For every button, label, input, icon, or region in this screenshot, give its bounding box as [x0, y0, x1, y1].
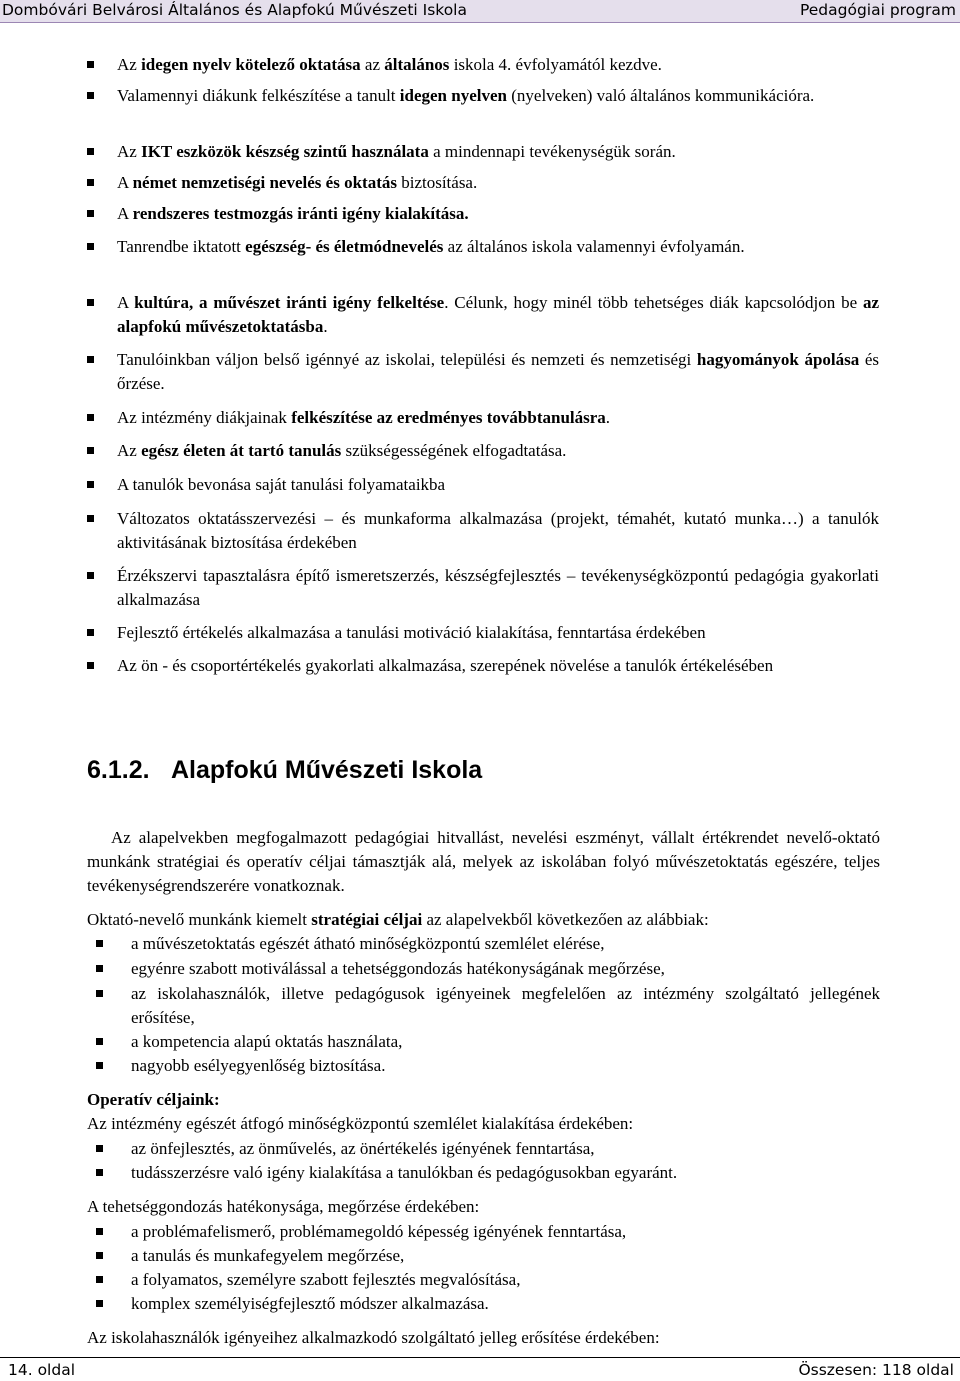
- list-item: komplex személyiségfejlesztő módszer alkalmazása.: [131, 1292, 880, 1316]
- list-item: Az intézmény diákjainak felkészítése az eredményes továbbtanulásra.: [117, 406, 879, 430]
- bullet-icon: [86, 171, 95, 195]
- bullet-icon: [95, 1268, 104, 1292]
- bullet-icon: [95, 1030, 104, 1054]
- list-item: a művészetoktatás egészét átható minőségközpontú szemlélet elérése,: [131, 932, 880, 956]
- bullet-icon: [86, 654, 95, 678]
- list-item: Az ön - és csoportértékelés gyakorlati alkalmazása, szerepének növelése a tanulók értékelésében: [117, 654, 879, 678]
- bullet-icon: [86, 53, 95, 77]
- list-item: A tanulók bevonása saját tanulási folyamataikba: [117, 473, 879, 497]
- bullet-icon: [86, 621, 95, 645]
- page-footer: [0, 1357, 960, 1381]
- bullet-icon: [86, 406, 95, 430]
- bullet-icon: [95, 982, 104, 1006]
- list-item: Valamennyi diákunk felkészítése a tanult idegen nyelven (nyelveken) való általános kommunikációra.: [117, 84, 879, 108]
- intro-paragraph: Az alapelvekben megfogalmazott pedagógiai hitvallást, nevelési eszményt, vállalt értékrendet nevelő-oktató munkánk stratégiai és operatív céljai támasztják alá, melyek az iskolában folyó művészetoktatás egészére, teljes tevékenységrendszerére vonatkoznak.: [87, 828, 880, 895]
- section-title: Alapfokú Művészeti Iskola: [171, 756, 483, 784]
- page-total: Összesen: 118 oldal: [798, 1361, 954, 1379]
- list-item: A kultúra, a művészet iránti igény felkeltése. Célunk, hogy minél több tehetséges diák kapcsolódjon be az alapfokú művészetoktatásba.: [117, 291, 879, 339]
- bullet-icon: [95, 1244, 104, 1268]
- page-number: 14. oldal: [8, 1361, 76, 1379]
- bullet-icon: [95, 1292, 104, 1316]
- list-item: Változatos oktatásszervezési – és munkaforma alkalmazása (projekt, témahét, kutató munka…) a tanulók aktivitásának biztosítása érdekében: [117, 507, 879, 555]
- list-item: nagyobb esélyegyenlőség biztosítása.: [131, 1054, 880, 1078]
- list-item: Tanrendbe iktatott egészség- és életmódnevelés az általános iskola valamennyi évfolyamán.: [117, 235, 879, 259]
- bullet-icon: [95, 1137, 104, 1161]
- bullet-icon: [86, 348, 95, 372]
- section-number: 6.1.2.: [87, 756, 150, 784]
- list-item: Az egész életen át tartó tanulás szükségességének elfogadtatása.: [117, 439, 879, 463]
- bullet-icon: [95, 1220, 104, 1244]
- bullet-icon: [95, 1054, 104, 1078]
- strategic-lead: Oktató-nevelő munkánk kiemelt stratégiai céljai az alapelvekből következően az alábbiak:: [87, 910, 709, 929]
- bullet-icon: [86, 564, 95, 588]
- list-item: az önfejlesztés, az önművelés, az önértékelés igényének fenntartása,: [131, 1137, 880, 1161]
- list-item: egyénre szabott motiválással a tehetséggondozás hatékonyságának megőrzése,: [131, 957, 880, 981]
- closing-line: Az iskolahasználók igényeihez alkalmazkodó szolgáltató jelleg erősítése érdekében:: [87, 1328, 660, 1347]
- header-school-name: Dombóvári Belvárosi Általános és Alapfokú Művészeti Iskola: [2, 1, 467, 19]
- operative-title: Operatív céljaink:: [87, 1090, 220, 1109]
- bullet-icon: [95, 932, 104, 956]
- bullet-icon: [86, 473, 95, 497]
- bullet-icon: [86, 202, 95, 226]
- list-item: a tanulás és munkafegyelem megőrzése,: [131, 1244, 880, 1268]
- list-item: a kompetencia alapú oktatás használata,: [131, 1030, 880, 1054]
- bullet-icon: [86, 439, 95, 463]
- bullet-icon: [86, 507, 95, 531]
- list-item: az iskolahasználók, illetve pedagógusok igényeinek megfelelően az intézmény szolgáltató jellegének erősítése,: [131, 982, 880, 1030]
- list-item: Fejlesztő értékelés alkalmazása a tanulási motiváció kialakítása, fenntartása érdekében: [117, 621, 879, 645]
- bullet-icon: [86, 84, 95, 108]
- list-item: a folyamatos, személyre szabott fejlesztés megvalósítása,: [131, 1268, 880, 1292]
- list-item: Az idegen nyelv kötelező oktatása az általános iskola 4. évfolyamától kezdve.: [117, 53, 879, 77]
- list-item: Tanulóinkban váljon belső igénnyé az iskolai, települési és nemzeti és nemzetiségi hagyományok ápolása és őrzése.: [117, 348, 879, 396]
- list-item: tudásszerzésre való igény kialakítása a tanulókban és pedagógusokban egyaránt.: [131, 1161, 880, 1185]
- list-item: a problémafelismerő, problémamegoldó képesség igényének fenntartása,: [131, 1220, 880, 1244]
- bullet-icon: [95, 957, 104, 981]
- list-item: A rendszeres testmozgás iránti igény kialakítása.: [117, 202, 879, 226]
- page-header: [0, 0, 960, 23]
- header-doc-title: Pedagógiai program: [799, 1, 956, 19]
- bullet-icon: [86, 235, 95, 259]
- talent-lead: A tehetséggondozás hatékonysága, megőrzése érdekében:: [87, 1197, 480, 1216]
- operative-lead: Az intézmény egészét átfogó minőségközpontú szemlélet kialakítása érdekében:: [87, 1114, 634, 1133]
- section-heading: [87, 756, 482, 785]
- bullet-icon: [95, 1161, 104, 1185]
- bullet-icon: [86, 291, 95, 315]
- list-item: A német nemzetiségi nevelés és oktatás biztosítása.: [117, 171, 879, 195]
- bullet-icon: [86, 140, 95, 164]
- list-item: Az IKT eszközök készség szintű használata a mindennapi tevékenységük során.: [117, 140, 879, 164]
- list-item: Érzékszervi tapasztalásra építő ismeretszerzés, készségfejlesztés – tevékenységközpontú pedagógia gyakorlati alkalmazása: [117, 564, 879, 612]
